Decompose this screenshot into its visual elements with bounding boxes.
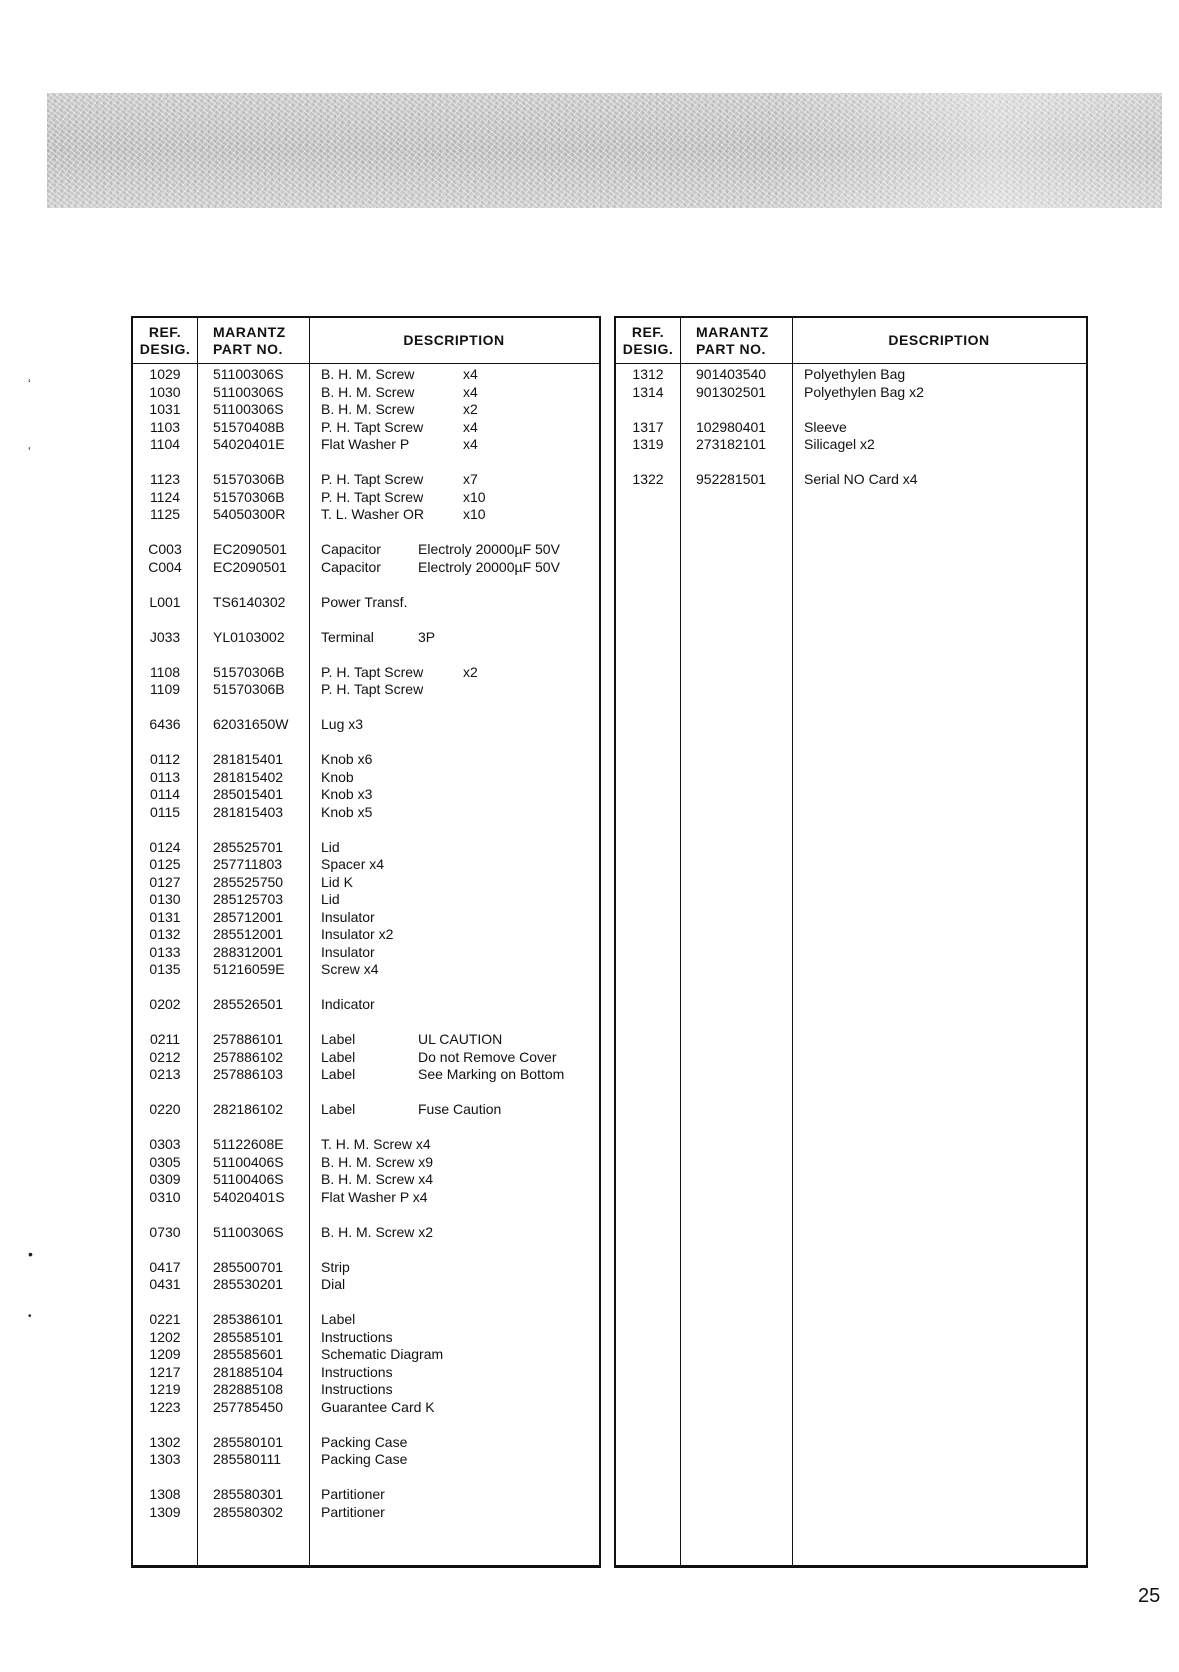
header-ref-line2: DESIG. [622, 340, 674, 357]
description-cell: Serial NO Card x4 [804, 471, 918, 487]
ref-desig-cell: 1104 [149, 436, 181, 452]
table-row [133, 1136, 599, 1154]
ref-desig-cell: 1308 [149, 1486, 181, 1502]
ref-desig-cell: 0135 [149, 961, 181, 977]
description-cell: B. H. M. Screw x9 [321, 1153, 434, 1170]
description-cell: Knob [321, 768, 354, 785]
ref-desig-cell: 1030 [149, 383, 181, 400]
part-number-cell: 51570306B [213, 471, 285, 487]
ref-desig-cell: 1123 [149, 471, 181, 487]
table-row [616, 436, 1086, 454]
description-cell: Indicator [321, 996, 375, 1012]
table-row [133, 489, 599, 507]
ref-desig-cell: 1309 [149, 1503, 181, 1520]
table-row [133, 1329, 599, 1347]
table-row [133, 419, 599, 437]
ref-desig-cell: 0114 [149, 786, 181, 802]
ref-desig-cell: 0124 [149, 838, 181, 855]
description-cell: Sleeve [804, 418, 847, 435]
description-cell: Capacitor [321, 558, 381, 575]
part-number-cell: 51100406S [213, 1171, 284, 1187]
description-cell: Spacer x4 [321, 856, 385, 872]
page-number: 25 [1138, 1585, 1161, 1607]
table-row [133, 1346, 599, 1364]
ref-desig-cell: 1302 [149, 1433, 181, 1450]
description-cell: Polyethylen Bag x2 [804, 383, 924, 400]
part-number-cell: 51100306S [213, 383, 284, 400]
header-rule [616, 363, 1086, 364]
ref-desig-cell: C004 [148, 558, 182, 575]
quantity-cell: x4 [463, 418, 478, 435]
parts-table-right [614, 316, 1088, 1568]
description-cell: Capacitor [321, 541, 381, 557]
part-number-cell: 285580302 [213, 1503, 284, 1520]
table-row [616, 419, 1086, 437]
description-cell: Flat Washer P x4 [321, 1188, 428, 1205]
description-cell: Insulator x2 [321, 926, 394, 942]
description-cell: Flat Washer P [321, 436, 410, 452]
description-cell: Label [321, 1048, 356, 1065]
ref-desig-cell: 1108 [149, 663, 181, 680]
header-rule [133, 363, 599, 364]
ref-desig-cell: 1314 [632, 383, 664, 400]
description-note-cell: Fuse Caution [418, 1101, 502, 1117]
table-row [133, 891, 599, 909]
description-cell: B. H. M. Screw x4 [321, 1171, 434, 1187]
description-cell: Packing Case [321, 1433, 408, 1450]
part-number-cell: 54020401E [213, 436, 285, 452]
margin-mark: ʼ [28, 445, 31, 459]
description-note-cell: See Marking on Bottom [418, 1066, 565, 1082]
table-row [133, 804, 599, 822]
table-row [133, 926, 599, 944]
header-part-line2: PART NO. [696, 340, 766, 357]
part-number-cell: 54020401S [213, 1188, 285, 1205]
part-number-cell: 282885108 [213, 1381, 284, 1397]
description-cell: P. H. Tapt Screw [321, 663, 424, 680]
ref-desig-cell: 0202 [149, 996, 181, 1012]
part-number-cell: 285530201 [213, 1276, 284, 1292]
ref-desig-cell: 1223 [149, 1398, 181, 1415]
table-row [133, 856, 599, 874]
header-description [309, 318, 599, 363]
description-cell: Instructions [321, 1381, 393, 1397]
description-cell: Lid K [321, 873, 353, 890]
table-row [133, 471, 599, 489]
description-cell: P. H. Tapt Screw [321, 418, 424, 435]
part-number-cell: 257886103 [213, 1066, 284, 1082]
table-row [133, 1189, 599, 1207]
description-cell: Lug x3 [321, 716, 364, 732]
table-row [133, 384, 599, 402]
part-number-cell: 51570306B [213, 681, 285, 697]
description-cell: Power Transf. [321, 593, 408, 610]
header-ref-line2: DESIG. [139, 340, 191, 357]
table-row [133, 1171, 599, 1189]
description-cell: Insulator [321, 943, 375, 960]
ref-desig-cell: 0310 [149, 1188, 181, 1205]
table-row [133, 716, 599, 734]
part-number-cell: 51100406S [213, 1153, 284, 1170]
part-number-cell: 62031650W [213, 716, 289, 732]
ref-desig-cell: 1202 [149, 1328, 181, 1345]
margin-mark: • [28, 1246, 33, 1262]
part-number-cell: YL0103002 [213, 628, 285, 645]
description-cell: Silicagel x2 [804, 436, 875, 452]
ref-desig-cell: 0130 [149, 891, 181, 907]
table-row [616, 366, 1086, 384]
table-row [133, 874, 599, 892]
description-note-cell: 3P [418, 628, 436, 645]
header-description-label: DESCRIPTION [888, 332, 990, 348]
header-ref-desig [133, 318, 197, 363]
part-number-cell: EC2090501 [213, 541, 287, 557]
column-divider [792, 318, 793, 1565]
description-cell: Partitioner [321, 1503, 385, 1520]
ref-desig-cell: 1031 [149, 401, 181, 417]
table-row [133, 1049, 599, 1067]
description-note-cell: Electroly 20000µF 50V [418, 541, 560, 557]
table-row [133, 1311, 599, 1329]
table-row [133, 1031, 599, 1049]
table-row [133, 559, 599, 577]
ref-desig-cell: L001 [149, 593, 181, 610]
table-row [133, 1364, 599, 1382]
description-cell: Terminal [321, 628, 374, 645]
ref-desig-cell: 0127 [149, 873, 181, 890]
part-number-cell: 285125703 [213, 891, 284, 907]
ref-desig-cell: 0213 [149, 1066, 181, 1082]
header-part-line2: PART NO. [213, 340, 283, 357]
table-row [133, 1066, 599, 1084]
description-cell: B. H. M. Screw [321, 401, 415, 417]
table-row [133, 1259, 599, 1277]
part-number-cell: 51100306S [213, 366, 284, 382]
table-row [133, 839, 599, 857]
column-divider [680, 318, 681, 1565]
ref-desig-cell: 1312 [632, 366, 664, 382]
part-number-cell: EC2090501 [213, 558, 287, 575]
table-row [133, 366, 599, 384]
description-cell: Instructions [321, 1328, 393, 1345]
table-row [133, 1224, 599, 1242]
ref-desig-cell: 0211 [149, 1031, 181, 1047]
quantity-cell: x10 [463, 506, 486, 522]
description-cell: T. H. M. Screw x4 [321, 1136, 431, 1152]
header-banner-fade [47, 93, 1162, 208]
part-number-cell: 285512001 [213, 926, 284, 942]
part-number-cell: 285525750 [213, 873, 284, 890]
description-cell: Schematic Diagram [321, 1346, 444, 1362]
description-cell: Polyethylen Bag [804, 366, 906, 382]
part-number-cell: 285712001 [213, 908, 284, 925]
description-cell: Partitioner [321, 1486, 385, 1502]
table-row [133, 1381, 599, 1399]
margin-mark: • [28, 1311, 32, 1322]
description-cell: Lid [321, 891, 340, 907]
header-description-label: DESCRIPTION [403, 332, 505, 348]
part-number-cell: 281885104 [213, 1363, 284, 1380]
part-number-cell: 285525701 [213, 838, 284, 855]
header-part-no [696, 318, 792, 363]
description-note-cell: Do not Remove Cover [418, 1048, 557, 1065]
description-cell: P. H. Tapt Screw [321, 488, 424, 505]
part-number-cell: 51100306S [213, 1223, 284, 1240]
description-cell: Lid [321, 838, 340, 855]
part-number-cell: 257886101 [213, 1031, 284, 1047]
quantity-cell: x7 [463, 471, 478, 487]
description-cell: B. H. M. Screw x2 [321, 1223, 434, 1240]
description-cell: Knob x6 [321, 751, 373, 767]
quantity-cell: x4 [463, 366, 478, 382]
ref-desig-cell: 0115 [149, 803, 181, 820]
part-number-cell: TS6140302 [213, 593, 286, 610]
ref-desig-cell: 1125 [149, 506, 181, 522]
ref-desig-cell: C003 [148, 541, 182, 557]
ref-desig-cell: 1124 [149, 488, 181, 505]
ref-desig-cell: 0309 [149, 1171, 181, 1187]
part-number-cell: 51570306B [213, 663, 285, 680]
part-number-cell: 285580101 [213, 1433, 284, 1450]
quantity-cell: x2 [463, 401, 478, 417]
header-part-line1: MARANTZ [213, 323, 286, 340]
part-number-cell: 952281501 [696, 471, 767, 487]
part-number-cell: 285580111 [213, 1451, 281, 1467]
ref-desig-cell: 0113 [149, 768, 181, 785]
ref-desig-cell: 0220 [149, 1101, 181, 1117]
part-number-cell: 901403540 [696, 366, 767, 382]
ref-desig-cell: 0221 [149, 1311, 181, 1327]
table-row [133, 506, 599, 524]
part-number-cell: 285585601 [213, 1346, 284, 1362]
part-number-cell: 273182101 [696, 436, 767, 452]
table-row [133, 944, 599, 962]
ref-desig-cell: 1103 [149, 418, 181, 435]
description-cell: Label [321, 1101, 356, 1117]
ref-desig-cell: 1029 [149, 366, 181, 382]
part-number-cell: 285386101 [213, 1311, 284, 1327]
part-number-cell: 281815401 [213, 751, 284, 767]
table-row [133, 909, 599, 927]
ref-desig-cell: 1322 [632, 471, 664, 487]
description-cell: T. L. Washer OR [321, 506, 424, 522]
description-cell: Dial [321, 1276, 346, 1292]
table-row [133, 1504, 599, 1522]
header-description [792, 318, 1086, 363]
part-number-cell: 257785450 [213, 1398, 284, 1415]
ref-desig-cell: 1109 [149, 681, 181, 697]
description-cell: Knob x5 [321, 803, 373, 820]
table-row [616, 471, 1086, 489]
table-row [133, 1486, 599, 1504]
part-number-cell: 257886102 [213, 1048, 284, 1065]
ref-desig-cell: 1303 [149, 1451, 181, 1467]
table-row [616, 384, 1086, 402]
ref-desig-cell: J033 [149, 628, 181, 645]
table-row [133, 961, 599, 979]
table-row [133, 629, 599, 647]
part-number-cell: 51570408B [213, 418, 285, 435]
quantity-cell: x2 [463, 663, 478, 680]
part-number-cell: 285526501 [213, 996, 284, 1012]
table-row [133, 681, 599, 699]
description-cell: B. H. M. Screw [321, 366, 415, 382]
parts-rows-right [616, 366, 1086, 489]
header-part-no [213, 318, 309, 363]
ref-desig-cell: 0125 [149, 856, 181, 872]
description-cell: Screw x4 [321, 961, 379, 977]
table-row [133, 1451, 599, 1469]
quantity-cell: x10 [463, 488, 486, 505]
part-number-cell: 51100306S [213, 401, 284, 417]
ref-desig-cell: 0417 [149, 1258, 181, 1275]
part-number-cell: 285580301 [213, 1486, 284, 1502]
description-cell: B. H. M. Screw [321, 383, 415, 400]
part-number-cell: 281815403 [213, 803, 284, 820]
part-number-cell: 51570306B [213, 488, 285, 505]
description-cell: Guarantee Card K [321, 1398, 435, 1415]
part-number-cell: 288312001 [213, 943, 284, 960]
parts-table-left [131, 316, 601, 1568]
description-cell: Packing Case [321, 1451, 408, 1467]
table-row [133, 769, 599, 787]
ref-desig-cell: 1219 [149, 1381, 181, 1397]
quantity-cell: x4 [463, 436, 478, 452]
part-number-cell: 54050300R [213, 506, 286, 522]
parts-rows-left [133, 366, 599, 1521]
description-cell: Label [321, 1311, 356, 1327]
ref-desig-cell: 0212 [149, 1048, 181, 1065]
description-cell: Strip [321, 1258, 350, 1275]
header-ref-line1: REF. [148, 323, 182, 340]
description-cell: Insulator [321, 908, 375, 925]
ref-desig-cell: 0305 [149, 1153, 181, 1170]
header-ref-line1: REF. [631, 323, 665, 340]
description-cell: P. H. Tapt Screw [321, 681, 424, 697]
table-row [133, 1101, 599, 1119]
ref-desig-cell: 6436 [149, 716, 181, 732]
header-ref-desig [616, 318, 680, 363]
description-cell: Instructions [321, 1363, 393, 1380]
table-row [133, 1434, 599, 1452]
table-row [133, 436, 599, 454]
table-row [133, 541, 599, 559]
part-number-cell: 901302501 [696, 383, 767, 400]
ref-desig-cell: 0132 [149, 926, 181, 942]
ref-desig-cell: 0431 [149, 1276, 181, 1292]
ref-desig-cell: 0112 [149, 751, 181, 767]
table-row [133, 1276, 599, 1294]
part-number-cell: 282186102 [213, 1101, 284, 1117]
header-part-line1: MARANTZ [696, 323, 769, 340]
ref-desig-cell: 1319 [632, 436, 664, 452]
ref-desig-cell: 0730 [149, 1223, 181, 1240]
ref-desig-cell: 0133 [149, 943, 181, 960]
part-number-cell: 51216059E [213, 961, 285, 977]
table-row [133, 996, 599, 1014]
part-number-cell: 102980401 [696, 418, 767, 435]
description-cell: P. H. Tapt Screw [321, 471, 424, 487]
table-row [133, 786, 599, 804]
margin-mark: ʻ [28, 377, 31, 391]
table-row [133, 594, 599, 612]
table-row [133, 401, 599, 419]
table-row [133, 1399, 599, 1417]
table-row [133, 751, 599, 769]
ref-desig-cell: 0303 [149, 1136, 181, 1152]
description-cell: Label [321, 1031, 356, 1047]
part-number-cell: 285015401 [213, 786, 284, 802]
quantity-cell: x4 [463, 383, 478, 400]
part-number-cell: 281815402 [213, 768, 284, 785]
table-row [133, 1154, 599, 1172]
part-number-cell: 51122608E [213, 1136, 284, 1152]
part-number-cell: 257711803 [213, 856, 283, 872]
description-cell: Knob x3 [321, 786, 373, 802]
ref-desig-cell: 0131 [149, 908, 181, 925]
description-cell: Label [321, 1066, 356, 1082]
ref-desig-cell: 1217 [149, 1363, 181, 1380]
part-number-cell: 285500701 [213, 1258, 284, 1275]
table-row [133, 664, 599, 682]
ref-desig-cell: 1317 [632, 418, 664, 435]
ref-desig-cell: 1209 [149, 1346, 181, 1362]
description-note-cell: Electroly 20000µF 50V [418, 558, 560, 575]
part-number-cell: 285585101 [213, 1328, 284, 1345]
description-note-cell: UL CAUTION [418, 1031, 503, 1047]
